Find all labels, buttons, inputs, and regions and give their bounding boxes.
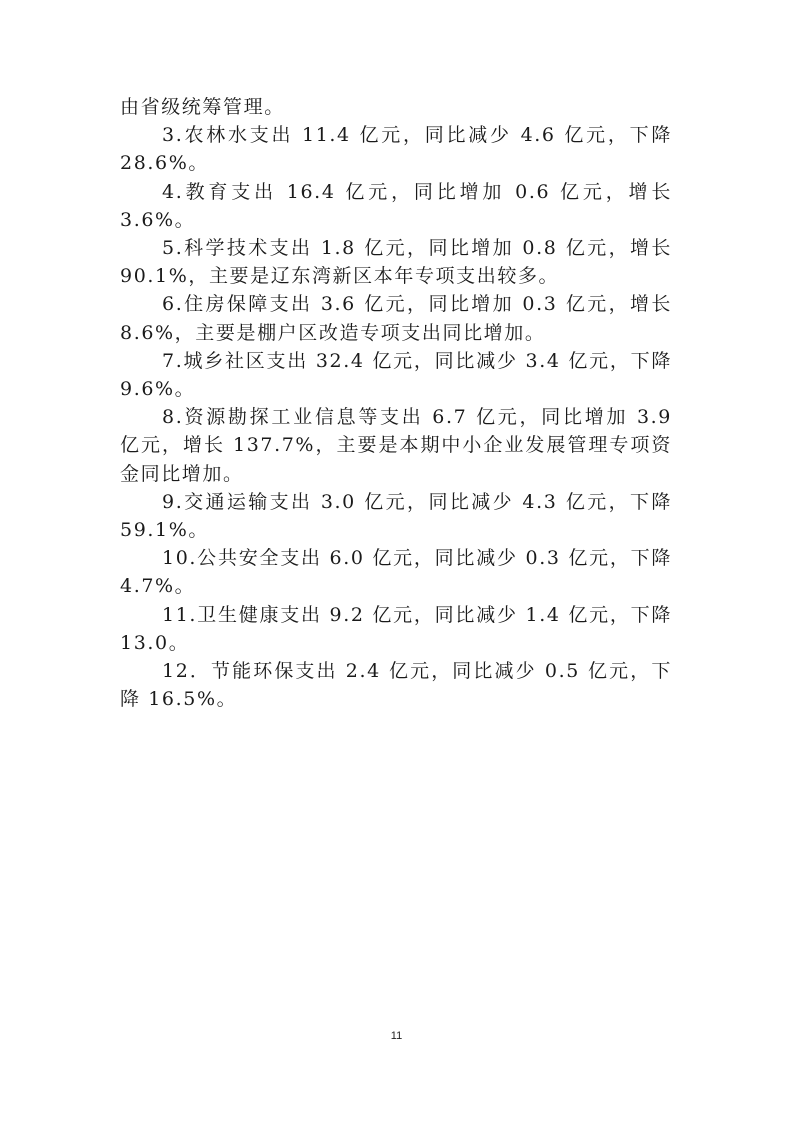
document-body — [120, 93, 672, 713]
paragraph-item-12-environment: 12．节能环保支出 2.4 亿元，同比减少 0.5 亿元，下降 16.5%。 — [120, 660, 672, 711]
page-number: 11 — [390, 1030, 403, 1042]
paragraph-item-6-housing: 6.住房保障支出 3.6 亿元，同比增加 0.3 亿元，增长 8.6%，主要是棚户区改造专项支出同比增加。 — [120, 293, 672, 344]
paragraph-item-7-community: 7.城乡社区支出 32.4 亿元，同比减少 3.4 亿元，下降 9.6%。 — [120, 349, 672, 401]
paragraph-item-5-science: 5.科学技术支出 1.8 亿元，同比增加 0.8 亿元，增长 90.1%，主要是辽东湾新区本年专项支出较多。 — [120, 237, 672, 288]
paragraph-item-8-resources: 8.资源勘探工业信息等支出 6.7 亿元，同比增加 3.9 亿元，增长 137.7%，主要是本期中小企业发展管理专项资金同比增加。 — [120, 406, 672, 485]
paragraph-continuation: 由省级统筹管理。 — [120, 96, 285, 118]
paragraph-item-3-agriculture: 3.农林水支出 11.4 亿元，同比减少 4.6 亿元，下降 28.6%。 — [120, 124, 672, 175]
paragraph-item-11-health: 11.卫生健康支出 9.2 亿元，同比减少 1.4 亿元，下降 13.0。 — [120, 603, 672, 654]
paragraph-item-4-education: 4.教育支出 16.4 亿元，同比增加 0.6 亿元，增长 3.6%。 — [120, 180, 672, 231]
paragraph-item-9-transport: 9.交通运输支出 3.0 亿元，同比减少 4.3 亿元，下降 59.1%。 — [120, 490, 672, 542]
paragraph-item-10-public-safety: 10.公共安全支出 6.0 亿元，同比减少 0.3 亿元，下降 4.7%。 — [120, 547, 672, 598]
